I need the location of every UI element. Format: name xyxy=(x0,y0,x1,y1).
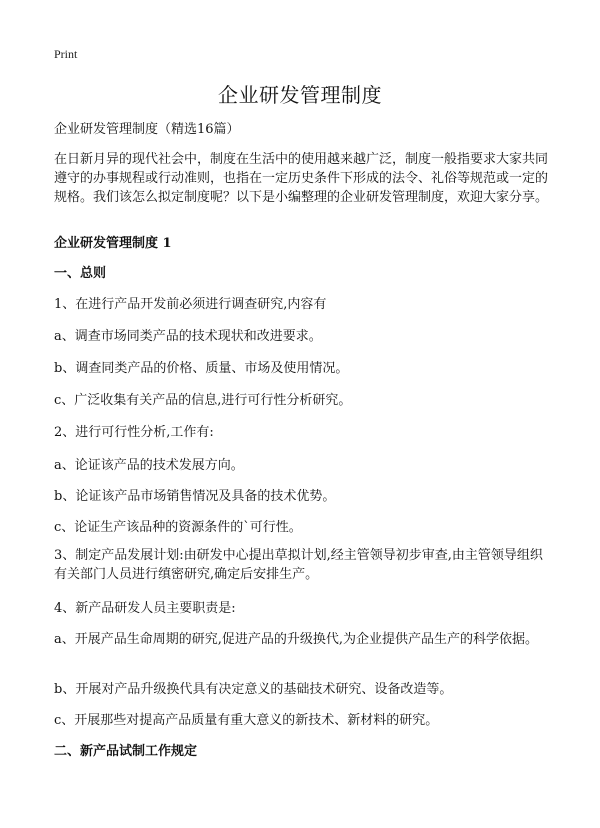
list-item: a、调查市场同类产品的技术现状和改进要求。 xyxy=(54,329,322,344)
list-item: c、广泛收集有关产品的信息,进行可行性分析研究。 xyxy=(54,393,352,408)
document-subtitle: 企业研发管理制度（精选16篇） xyxy=(54,122,240,137)
chapter-heading: 二、新产品试制工作规定 xyxy=(54,744,198,759)
list-item: 3、制定产品发展计划:由研发中心提出草拟计划,经主管领导初步审查,由主管领导组织有关部门人员进行缜密研究,确定后安排生产。 xyxy=(54,548,543,582)
list-item: a、开展产品生命周期的研究,促进产品的升级换代,为企业提供产品生产的科学依据。 xyxy=(54,632,539,647)
document-title: 企业研发管理制度 xyxy=(218,83,382,107)
intro-paragraph: 在日新月异的现代社会中，制度在生活中的使用越来越广泛，制度一般指要求大家共同遵守的办事规程或行动准则，也指在一定历史条件下形成的法令、礼俗等规范或一定的规格。我们该怎么拟定制度呢？以下是小编整理的企业研发管理制度，欢迎大家分享。 xyxy=(54,152,549,205)
chapter-heading: 一、总则 xyxy=(54,266,107,281)
list-item: a、论证该产品的技术发展方向。 xyxy=(54,458,244,473)
section-heading: 企业研发管理制度 1 xyxy=(54,236,172,251)
print-label: Print xyxy=(54,47,78,61)
list-item: 4、新产品研发人员主要职责是: xyxy=(54,601,236,616)
list-item: b、论证该产品市场销售情况及具备的技术优势。 xyxy=(54,489,336,504)
list-item: b、调查同类产品的价格、质量、市场及使用情况。 xyxy=(54,361,349,376)
list-item: c、论证生产该品种的资源条件的`可行性。 xyxy=(54,520,302,535)
list-item: c、开展那些对提高产品质量有重大意义的新技术、新材料的研究。 xyxy=(54,713,439,728)
list-item: 2、进行可行性分析,工作有: xyxy=(54,425,214,440)
list-item: b、开展对产品升级换代具有决定意义的基础技术研究、设备改造等。 xyxy=(54,682,453,697)
list-item: 1、在进行产品开发前必须进行调查研究,内容有 xyxy=(54,297,327,312)
